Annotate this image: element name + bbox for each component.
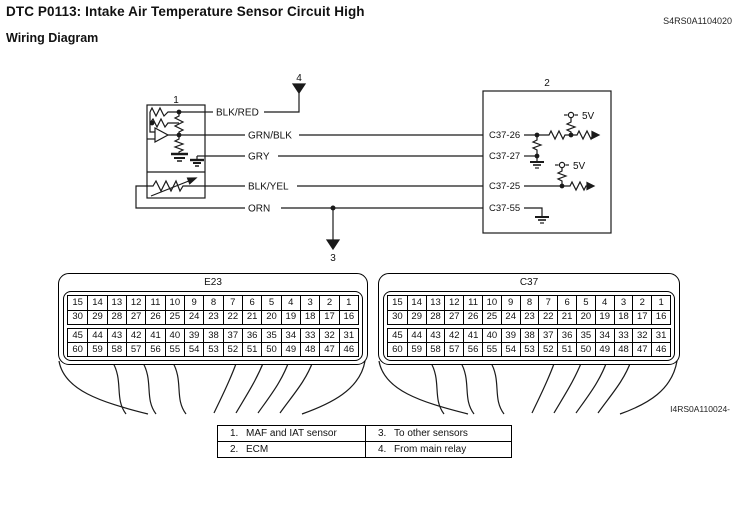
pin-cell-49: 49 <box>595 342 614 356</box>
pin-cell-35: 35 <box>261 329 280 343</box>
pin-cell-35: 35 <box>576 329 595 343</box>
pin-cell-24: 24 <box>184 310 203 324</box>
pin-cell-2: 2 <box>319 296 338 310</box>
pin-cell-22: 22 <box>538 310 557 324</box>
pin-cell-32: 32 <box>632 329 651 343</box>
pin-label-c37-55: C37-55 <box>489 203 521 215</box>
wire-label-gry: GRY <box>248 151 270 163</box>
pin-cell-13: 13 <box>107 296 126 310</box>
pin-cell-36: 36 <box>242 329 261 343</box>
maf-iat-sensor-symbol <box>147 105 205 198</box>
legend-item-number: 3. <box>378 428 387 439</box>
pin-cell-39: 39 <box>501 329 520 343</box>
pin-cell-10: 10 <box>165 296 184 310</box>
legend-item-label: To other sensors <box>394 428 468 439</box>
pin-cell-39: 39 <box>184 329 203 343</box>
page-subtitle: Wiring Diagram <box>6 31 99 45</box>
pin-cell-38: 38 <box>520 329 539 343</box>
offpage-arrow-3 <box>327 240 339 249</box>
pin-cell-50: 50 <box>261 342 280 356</box>
pin-label-c37-26: C37-26 <box>489 130 521 142</box>
pin-cell-23: 23 <box>520 310 539 324</box>
resistor-symbol <box>175 135 183 154</box>
legend-item-label: ECM <box>246 444 269 455</box>
internal-arrowhead <box>587 183 594 190</box>
pin-row <box>68 310 358 324</box>
wire-label-grn-blk: GRN/BLK <box>248 130 292 142</box>
pin-cell-22: 22 <box>223 310 242 324</box>
pin-cell-17: 17 <box>319 310 338 324</box>
ground-symbol <box>190 156 205 166</box>
harness-wires <box>136 84 483 249</box>
junction-dot <box>150 121 154 125</box>
pin-cell-27: 27 <box>126 310 145 324</box>
pin-cell-11: 11 <box>463 296 482 310</box>
pin-cell-28: 28 <box>426 310 445 324</box>
pin-cell-5: 5 <box>261 296 280 310</box>
pin-cell-54: 54 <box>501 342 520 356</box>
pin-cell-48: 48 <box>300 342 319 356</box>
pin-cell-33: 33 <box>614 329 633 343</box>
sensor-ref-label: 1 <box>173 95 179 106</box>
pin-cell-46: 46 <box>651 342 670 356</box>
resistor-symbol <box>533 135 541 156</box>
opamp-symbol <box>155 128 168 142</box>
pin-cell-5: 5 <box>576 296 595 310</box>
connector-c37 <box>378 273 680 365</box>
document-code: S4RS0A1104020 <box>663 16 732 26</box>
pin-cell-29: 29 <box>87 310 106 324</box>
pin-cell-55: 55 <box>165 342 184 356</box>
pin-cell-37: 37 <box>223 329 242 343</box>
pin-cell-47: 47 <box>319 342 338 356</box>
pin-cell-42: 42 <box>126 329 145 343</box>
pin-cell-7: 7 <box>538 296 557 310</box>
ground-symbol <box>171 154 188 161</box>
pin-block <box>387 295 671 325</box>
connector-e23 <box>58 273 368 365</box>
pin-cell-25: 25 <box>482 310 501 324</box>
pin-cell-3: 3 <box>614 296 633 310</box>
pin-cell-41: 41 <box>145 329 164 343</box>
pin-row <box>68 296 358 310</box>
pin-cell-33: 33 <box>300 329 319 343</box>
pin-cell-14: 14 <box>87 296 106 310</box>
legend-item-number: 4. <box>378 444 387 455</box>
pin-cell-36: 36 <box>557 329 576 343</box>
pin-cell-42: 42 <box>444 329 463 343</box>
pin-row <box>388 310 670 324</box>
legend-item-4 <box>366 442 511 457</box>
wire-orn <box>136 186 245 208</box>
legend-item-1 <box>218 426 366 442</box>
ecm-internal-c25 <box>524 182 592 190</box>
resistor-symbol <box>558 168 566 186</box>
pin-cell-16: 16 <box>651 310 670 324</box>
pin-block <box>67 328 359 358</box>
internal-arrowhead <box>592 132 599 139</box>
pin-cell-54: 54 <box>184 342 203 356</box>
legend-table <box>217 425 512 458</box>
connector-e23-pin-area <box>63 291 363 361</box>
pin-row <box>388 342 670 356</box>
pin-row <box>68 329 358 343</box>
pin-cell-16: 16 <box>339 310 358 324</box>
pin-cell-59: 59 <box>407 342 426 356</box>
ecm-internal-c55 <box>524 208 542 217</box>
pin-cell-60: 60 <box>68 342 87 356</box>
pin-cell-31: 31 <box>339 329 358 343</box>
connector-e23-label: E23 <box>204 277 222 288</box>
pin-cell-7: 7 <box>223 296 242 310</box>
ecm-ref-label: 2 <box>544 78 550 89</box>
pin-cell-21: 21 <box>557 310 576 324</box>
pin-cell-59: 59 <box>87 342 106 356</box>
offpage-arrow-4 <box>293 84 305 93</box>
pin-cell-40: 40 <box>165 329 184 343</box>
pin-cell-45: 45 <box>72 329 83 341</box>
pin-cell-52: 52 <box>223 342 242 356</box>
wire-label-blk-red: BLK/RED <box>216 107 259 119</box>
connector-c37-pin-area <box>383 291 675 361</box>
pin-cell-6: 6 <box>557 296 576 310</box>
ground-symbol <box>535 217 549 223</box>
pin-cell-34: 34 <box>595 329 614 343</box>
pin-cell-56: 56 <box>463 342 482 356</box>
pin-cell-4: 4 <box>595 296 614 310</box>
pin-cell-17: 17 <box>632 310 651 324</box>
pin-cell-4: 4 <box>281 296 300 310</box>
pin-cell-43: 43 <box>107 329 126 343</box>
ground-symbol <box>530 162 544 168</box>
pin-cell-48: 48 <box>614 342 633 356</box>
thermistor-arrowhead <box>188 178 197 184</box>
pin-cell-27: 27 <box>444 310 463 324</box>
pin-cell-14: 14 <box>407 296 426 310</box>
pin-label-c37-27: C37-27 <box>489 151 521 163</box>
voltage-5v-label: 5V <box>582 110 595 122</box>
pin-row <box>388 296 670 310</box>
pin-cell-47: 47 <box>632 342 651 356</box>
pin-cell-44: 44 <box>407 329 426 343</box>
voltage-source-circle <box>559 162 564 167</box>
pin-cell-6: 6 <box>242 296 261 310</box>
pin-cell-51: 51 <box>557 342 576 356</box>
pin-cell-26: 26 <box>463 310 482 324</box>
junction-dot <box>177 133 181 137</box>
pin-cell-11: 11 <box>145 296 164 310</box>
pin-block <box>387 328 671 358</box>
connector-c37-label: C37 <box>519 277 539 288</box>
pin-cell-51: 51 <box>242 342 261 356</box>
pin-cell-13: 13 <box>426 296 445 310</box>
pin-cell-24: 24 <box>501 310 520 324</box>
voltage-source-circle <box>568 112 573 117</box>
pin-cell-25: 25 <box>165 310 184 324</box>
pin-row <box>388 329 670 343</box>
pin-cell-32: 32 <box>319 329 338 343</box>
pin-cell-1: 1 <box>339 296 358 310</box>
pin-cell-57: 57 <box>126 342 145 356</box>
pin-cell-40: 40 <box>482 329 501 343</box>
pin-cell-45: 45 <box>392 329 403 341</box>
e23-wire-fanout <box>59 361 365 414</box>
pin-cell-8: 8 <box>520 296 539 310</box>
from-main-relay-ref-label: 4 <box>296 73 302 84</box>
pin-cell-52: 52 <box>538 342 557 356</box>
pin-cell-23: 23 <box>203 310 222 324</box>
pin-cell-55: 55 <box>482 342 501 356</box>
pin-cell-30: 30 <box>68 310 87 324</box>
pin-cell-57: 57 <box>444 342 463 356</box>
pin-label-c37-25: C37-25 <box>489 181 521 193</box>
pin-cell-38: 38 <box>203 329 222 343</box>
legend-item-number: 1. <box>230 428 239 439</box>
pin-cell-26: 26 <box>145 310 164 324</box>
pin-cell-34: 34 <box>281 329 300 343</box>
pin-cell-53: 53 <box>520 342 539 356</box>
c37-wire-fanout <box>379 361 677 414</box>
pin-cell-50: 50 <box>576 342 595 356</box>
voltage-5v-label: 5V <box>573 160 586 172</box>
pin-cell-46: 46 <box>339 342 358 356</box>
figure-code: I4RS0A110024- <box>670 404 730 414</box>
legend-item-number: 2. <box>230 444 239 455</box>
pin-cell-10: 10 <box>482 296 501 310</box>
pin-cell-12: 12 <box>444 296 463 310</box>
pin-cell-8: 8 <box>203 296 222 310</box>
wire-label-blk-yel: BLK/YEL <box>248 181 289 193</box>
pin-cell-60: 60 <box>388 342 407 356</box>
to-other-sensors-ref-label: 3 <box>330 253 336 264</box>
pin-cell-12: 12 <box>126 296 145 310</box>
pin-cell-9: 9 <box>501 296 520 310</box>
pin-cell-2: 2 <box>632 296 651 310</box>
wire-blk-red <box>264 93 299 112</box>
resistor-symbol <box>567 118 575 135</box>
pin-block <box>67 295 359 325</box>
legend-item-label: MAF and IAT sensor <box>246 428 337 439</box>
pin-cell-15: 15 <box>72 297 83 309</box>
page-title: DTC P0113: Intake Air Temperature Sensor Circuit High <box>6 4 365 19</box>
pin-cell-31: 31 <box>651 329 670 343</box>
pin-cell-58: 58 <box>107 342 126 356</box>
pin-cell-9: 9 <box>184 296 203 310</box>
pin-cell-15: 15 <box>392 297 403 309</box>
pin-cell-43: 43 <box>426 329 445 343</box>
pin-cell-37: 37 <box>538 329 557 343</box>
pin-cell-19: 19 <box>281 310 300 324</box>
pin-cell-18: 18 <box>614 310 633 324</box>
pin-cell-44: 44 <box>87 329 106 343</box>
pin-row <box>68 342 358 356</box>
wire-label-orn: ORN <box>248 203 271 215</box>
pin-cell-20: 20 <box>576 310 595 324</box>
pin-cell-30: 30 <box>388 310 407 324</box>
pin-cell-58: 58 <box>426 342 445 356</box>
pin-cell-56: 56 <box>145 342 164 356</box>
pin-cell-41: 41 <box>463 329 482 343</box>
pin-cell-19: 19 <box>595 310 614 324</box>
legend-item-3 <box>366 426 511 442</box>
pin-cell-29: 29 <box>407 310 426 324</box>
pin-cell-21: 21 <box>242 310 261 324</box>
pin-cell-18: 18 <box>300 310 319 324</box>
legend-item-label: From main relay <box>394 444 467 455</box>
pin-cell-20: 20 <box>261 310 280 324</box>
pin-cell-1: 1 <box>651 296 670 310</box>
pin-cell-49: 49 <box>281 342 300 356</box>
legend-item-2 <box>218 442 366 457</box>
pin-cell-53: 53 <box>203 342 222 356</box>
pin-cell-28: 28 <box>107 310 126 324</box>
pin-cell-3: 3 <box>300 296 319 310</box>
junction-dot <box>177 110 181 114</box>
